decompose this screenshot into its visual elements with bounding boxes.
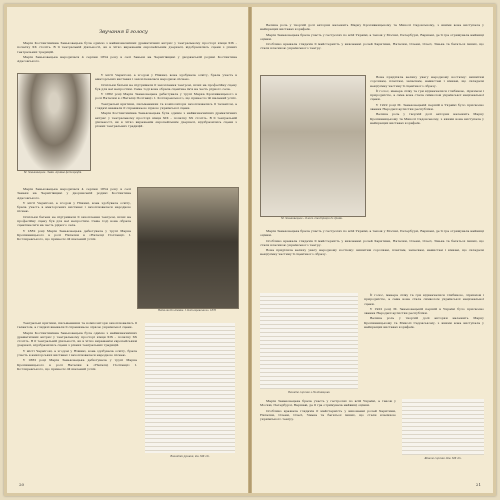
paragraph: У 1922 році М. Заньковецькій першій в Україні було присвоєно звання Народної артистки республіки. [370, 102, 484, 112]
section-title: Звучання її голосу [99, 29, 148, 35]
paragraph: Велика роль у творчій долі акторки належить Марку Кропивницькому та Миколі Садовському, з якими вона виступала у найкращих виставах корифеїв. [364, 316, 484, 330]
paragraph: У 1882 році Марія Заньковецька дебютувала у трупі Марка Кропивницького в ролі Наталки в «Наталці Полтавці» І. Котляревського, що принесло їй шалений успіх. [95, 92, 237, 101]
paragraph: У 1882 році Марія Заньковецька дебютувала у трупі Марка Кропивницького в ролі Наталки в «Наталці Полтавці» І. Котляревського, що принесло їй шалений успіх. [17, 228, 131, 242]
paragraph: У 1922 році М. Заньковецькій першій в Україні було присвоєно звання Народної артистки республіки. [364, 306, 484, 316]
costume-caption: Наталка Полтавка. І. Котляревського. 1876 [157, 309, 217, 312]
paragraph: У місті Чернігові, а згодом у Ніжині, вона здобувала освіту, брала участь в аматорських виставах і захоплювалася народною піснею. [17, 200, 131, 214]
embroidered-shirt-photo [260, 293, 358, 389]
paragraph: У місті Чернігові, а згодом у Ніжині, вона здобувала освіту, брала участь в аматорських виставах і захоплювалася народною піснею. [95, 73, 237, 82]
embroidered-towel-photo [145, 323, 235, 453]
paragraph: Марія Заньковецька народилася 4 серпня 1854 року в селі Заньки на Чернігівщині у дворянській родині Костянтина Адасовського. [17, 54, 237, 64]
paragraph: Марія Заньковецька народилася 4 серпня 1854 року в селі Заньки на Чернігівщині у дворянській родині Костянтина Адасовського. [17, 187, 131, 200]
left-page [7, 7, 248, 493]
costume-photo [137, 187, 239, 309]
paragraph: Її голос, манера співу та гри відзначалися глибиною, ліризмом і природністю, а сама вона стала символом української національної сцени. [370, 88, 484, 102]
paragraph: Марія Заньковецька брала участь у гастролях по всій Україні, а також у Москві, Петербурзі, Варшаві, де її гра отримувала найвищі оцінки. [260, 32, 484, 41]
paragraph: Особливо вражала глядачів її майстерність у виконанні ролей Харитини, Наталки, Олени, Олесі, Зінькa та багатьох інших, що стали класикою українського театру. [260, 42, 484, 51]
paragraph: Велика роль у творчій долі акторки належить Марку Кропивницькому та Миколі Садовському, з якими вона виступала у найкращих виставах корифеїв. [260, 23, 484, 32]
paragraph: Театральні критики, письменники та композитори захоплювались її талантом, а глядачі вважали її справжньою зіркою української сцени. [17, 321, 137, 330]
book-spread [4, 4, 496, 496]
paragraph: Вона приділяла велику увагу народному костюму: вишитим сорочкам, плахтам, запаскам, намистам і вінкам, що складали невід'ємну частину її сценічного образу. [370, 75, 484, 88]
costume-portrait-caption: М. Заньковецька – Олеся. Ілюстрація до драми. [281, 217, 343, 220]
shirt-caption: Вишита сорочка з Полтавщини [288, 391, 330, 394]
column-text-2 [17, 187, 131, 317]
paragraph: Велика роль у творчій долі акторки належить Марку Кропивницькому та Миколі Садовському, з якими вона виступала у найкращих виставах корифеїв. [370, 112, 484, 125]
paragraph: Марія Костянтинівна Заньковецька була однією з найвизначніших драматичних актрис у театральному просторі кінця XIX – початку XX століть. В її театральній діяльності, як в чітко вираженім європейським дзеркалі, відобразились сцени з різних театральних традицій. [17, 41, 237, 54]
paragraph: Марія Костянтинівна Заньковецька була однією з найвизначніших драматичних актрис у театральному просторі кінця XIX – початку XX століть. В її театральній діяльності, як в чітко вираженім європейським дзеркалі, відобразились сцени з різних театральних традицій. [95, 111, 237, 129]
intro-text [17, 41, 237, 69]
top-text [260, 23, 484, 71]
paragraph: У місті Чернігові, а згодом у Ніжині, вона здобувала освіту, брала участь в аматорських виставах і захоплювалася народною піснею. [17, 348, 137, 358]
page-number: 21 [475, 482, 481, 487]
column-text-3 [17, 321, 137, 461]
bottom-text [260, 399, 396, 465]
paragraph: Її голос, манера співу та гри відзначалися глибиною, ліризмом і природністю, а сама вона стала символом української національної сцени. [364, 293, 484, 306]
paragraph: Особливо вражала глядачів її майстерність у виконанні ролей Харитини, Наталки, Олени, Олесі, Зінькa та багатьох інших, що стали класикою українського театру. [260, 408, 396, 422]
paragraph: Особливо вражала глядачів її майстерність у виконанні ролей Харитини, Наталки, Олени, Олесі, Зінькa та багатьох інших, що стали класикою українського театру. [260, 238, 484, 247]
shirt-bottom-photo [402, 399, 484, 455]
right-page [252, 7, 493, 493]
shirt-bottom-caption: Жіноча сорочка. Кін. XIX ст. [424, 457, 462, 460]
paragraph: У 1882 році Марія Заньковецька дебютувала у трупі Марка Кропивницького в ролі Наталки в «Наталці Полтавці» І. Котляревського, що принесло їй шалений успіх. [17, 358, 137, 371]
portrait-caption: М. Заньковецька. Львів. Архівна фотографія. [24, 171, 82, 174]
paragraph: Театральні критики, письменники та композитори захоплювались її талантом, а глядачі вважали її справжньою зіркою української сцени. [95, 101, 237, 111]
paragraph: Марія Заньковецька брала участь у гастролях по всій Україні, а також у Москві, Петербурзі, Варшаві, де її гра отримувала найвищі оцінки. [260, 399, 396, 408]
portrait-photo [17, 73, 91, 171]
column-text [95, 73, 237, 183]
costume-portrait-photo [260, 75, 366, 217]
towel-caption: Вишитий рушник, кін. XIX ст. [170, 455, 210, 458]
paragraph: Оскільки батьки не підтримали її захоплення театром, шлях на професійну сцену був для неї непростим. Саме тоді вона обрала сценічне ім'я на честь рідного села. [17, 214, 131, 228]
paragraph: Вона приділяла велику увагу народному костюму: вишитим сорочкам, плахтам, запаскам, намистам і вінкам, що складали невід'ємну частину її сценічного образу. [260, 248, 484, 257]
page-number: 20 [19, 482, 25, 487]
column-text [370, 75, 484, 225]
paragraph: Оскільки батьки не підтримали її захоплення театром, шлях на професійну сцену був для неї непростим. Саме тоді вона обрала сценічне ім'я на честь рідного села. [95, 82, 237, 91]
column-text-2 [364, 293, 484, 393]
middle-text [260, 229, 484, 285]
paragraph: Марія Костянтинівна Заньковецька була однією з найвизначніших драматичних актрис у театральному просторі кінця XIX – початку XX століть. В її театральній діяльності, як в чітко вираженім європейським дзеркалі, відобразились сцени з різних театральних традицій. [17, 330, 137, 348]
paragraph: Марія Заньковецька брала участь у гастролях по всій Україні, а також у Москві, Петербурзі, Варшаві, де її гра отримувала найвищі оцінки. [260, 229, 484, 238]
